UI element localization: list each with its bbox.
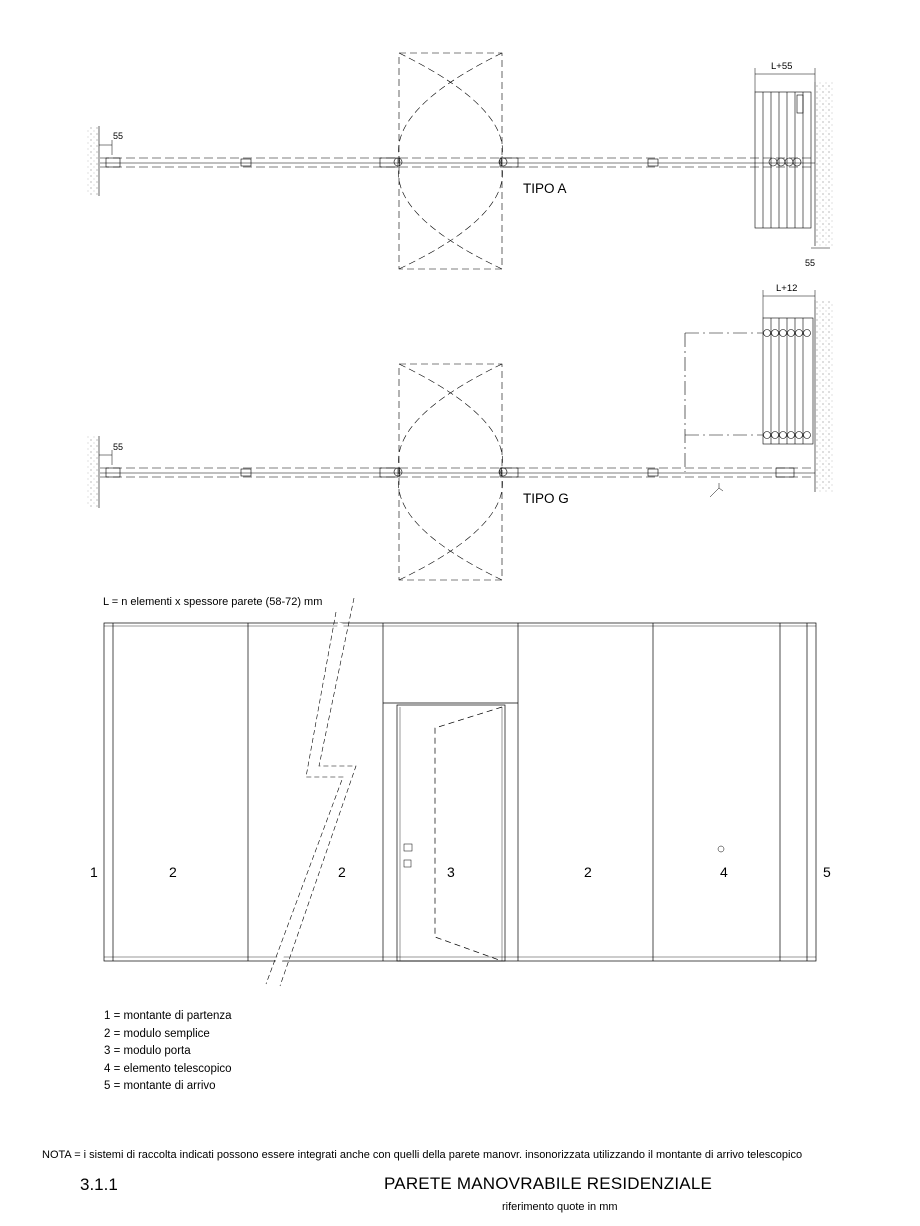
module-number: 2 [338,864,346,880]
module-number: 2 [169,864,177,880]
elevation-frame [104,623,816,961]
module-number: 4 [720,864,728,880]
door-swing-a [398,53,502,269]
stack-panels-g [763,318,813,444]
module-number: 5 [823,864,831,880]
legend-item: 1 = montante di partenza [104,1010,232,1022]
legend-item: 4 = elemento telescopico [104,1062,232,1075]
panel-joints [106,158,658,167]
stack-panels-a [755,92,811,228]
door-leaf [397,705,505,961]
plan-a-label: TIPO A [523,181,567,196]
units-reference: riferimento quote in mm [502,1201,618,1213]
legend-item: 3 = modulo porta [104,1045,191,1057]
dim-bottom-text: 55 [805,258,816,268]
plan-g-label: TIPO G [523,491,569,506]
legend-item: 2 = modulo semplice [104,1027,210,1040]
length-formula: L = n elementi x spessore parete (58-72) mm [103,596,323,608]
dim-top-text: L+55 [771,61,793,72]
dim-top-text: L+12 [776,283,798,294]
plan-tipo-a [86,53,834,269]
module-number: 1 [90,864,98,880]
dim-left-text: 55 [113,131,124,141]
panel-joints [106,468,794,477]
left-wall-hatch [86,126,99,196]
plan-tipo-g [86,283,834,580]
module-number: 3 [447,864,455,880]
door-handle-icon [404,860,411,867]
parking-track [685,333,763,472]
door-swing-g [398,364,502,580]
section-code: 3.1.1 [80,1175,118,1194]
legend-item: 5 = montante di arrivo [104,1080,216,1092]
handle-icon [710,483,723,497]
telescopic-knob-icon [718,846,724,852]
note-text: NOTA = i sistemi di raccolta indicati possono essere integrati anche con quelli della parete manovr. insonorizzata utilizzando il montante di arrivo telescopico [42,1149,803,1161]
page-title: PARETE MANOVRABILE RESIDENZIALE [384,1174,713,1193]
module-number: 2 [584,864,592,880]
door-lock-icon [404,844,412,851]
right-wall-hatch [815,82,834,246]
left-wall-hatch [86,436,99,508]
door-swing-indicator [435,707,502,961]
legend [104,1008,232,1096]
elevation-view [90,596,831,986]
dim-left-text: 55 [113,442,124,452]
right-wall-hatch [815,300,834,492]
